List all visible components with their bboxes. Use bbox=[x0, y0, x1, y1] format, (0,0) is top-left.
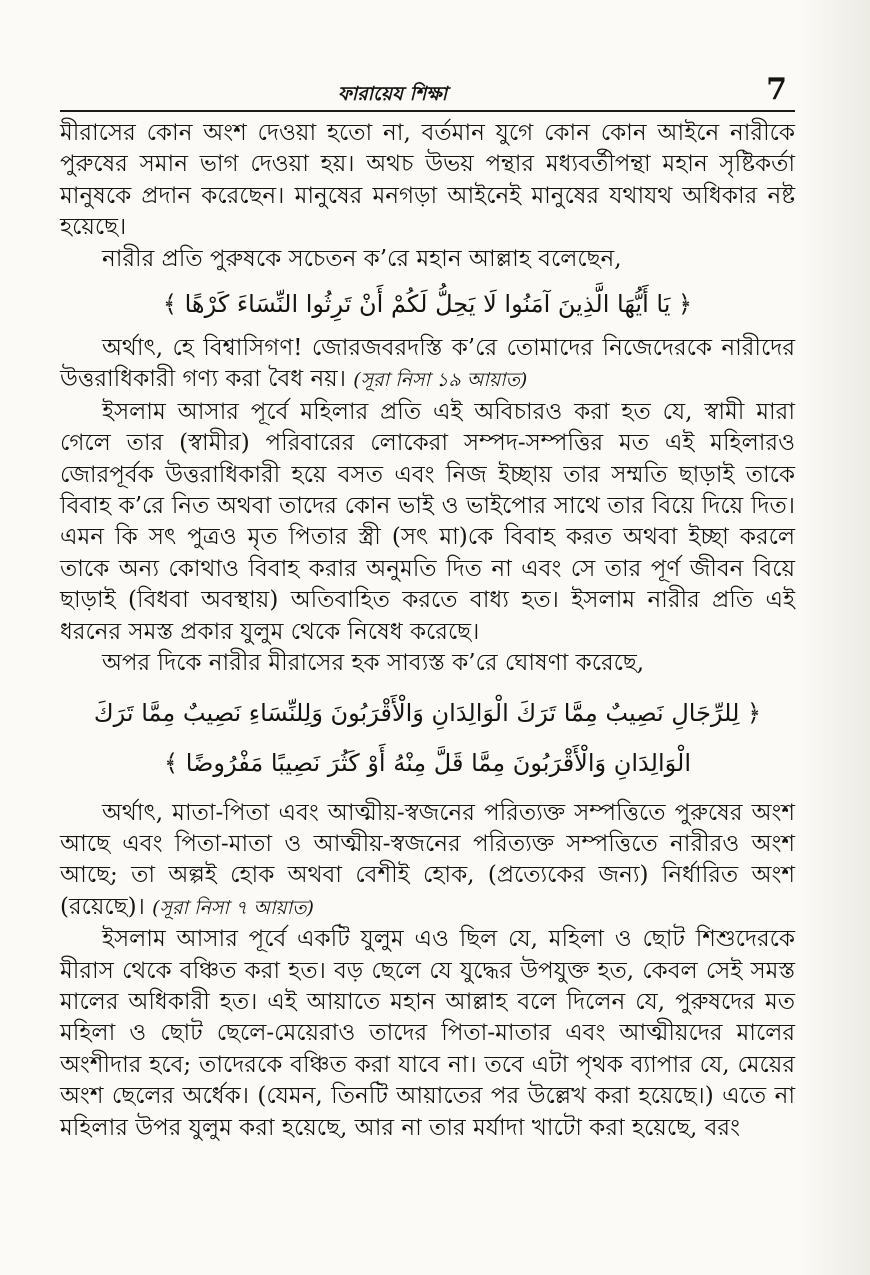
paragraph-5: অপর দিকে নারীর মীরাসের হক সাব্যস্ত ক’রে ঘোষণা করেছে, bbox=[102, 650, 645, 677]
quran-verse-2 bbox=[60, 688, 795, 788]
paragraph-2: নারীর প্রতি পুরুষকে সচেতন ক’রে মহান আল্লাহ বলেছেন, bbox=[102, 245, 622, 272]
quran-verse-1: ﴿ يَا أَيُّهَا الَّذِينَ آمَنُوا لَا يَحِلُّ لَكُمْ أَنْ تَرِثُوا النِّسَاءَ كَرْهًا ﴾ bbox=[162, 290, 693, 319]
paragraph-7: ইসলাম আসার পূর্বে একটি যুলুম এও ছিল যে, মহিলা ও ছোট শিশুদেরকে মীরাস থেকে বঞ্চিত করা হত। বড় ছেলে যে যুদ্ধের উপযুক্ত হত, কেবল সেই সমস্ত মালের অধিকারী হত। এই আয়াতে মহান আল্লাহ বলে দিলেন যে, পুরুষদের মত মহিলা ও ছোট ছেলে-মেয়েরাও তাদের পিতা-মাতার এবং আত্মীয়দের মালের অংশীদার হবে; তাদেরকে বঞ্চিত করা যাবে না। তবে এটা পৃথক ব্যাপার যে, মেয়ের অংশ ছেলের অর্ধেক। (যেমন, তিনটি আয়াতের পর উল্লেখ করা হয়েছে।) এতে না মহিলার উপর যুলুম করা হয়েছে, আর না তার মর্যাদা খাটো করা হয়েছে, বরং bbox=[60, 926, 795, 1141]
page-body bbox=[60, 118, 795, 1144]
paragraph-6 bbox=[60, 798, 795, 925]
paragraph-4: ইসলাম আসার পূর্বে মহিলার প্রতি এই অবিচারও করা হত যে, স্বামী মারা গেলে তার (স্বামীর) পরিবারের লোকেরা সম্পদ-সম্পত্তির মত এই মহিলারও জোরপূর্বক উত্তরাধিকারী হয়ে বসত এবং নিজ ইচ্ছায় তার সম্মতি ছাড়াই তাকে বিবাহ ক’রে নিত অথবা তাদের কোন ভাই ও ভাইপোর সাথে তার বিয়ে দিয়ে দিত। এমন কি সৎ পুত্রও মৃত পিতার স্ত্রী (সৎ মা)কে বিবাহ করত অথবা ইচ্ছা করলে তাকে অন্য কোথাও বিবাহ করার অনুমতি দিত না এবং সে তার পূর্ণ জীবন বিয়ে ছাড়াই (বিধবা অবস্থায়) অতিবাহিত করতে বাধ্য হত। ইসলাম নারীর প্রতি এই ধরনের সমস্ত প্রকার যুলুম থেকে নিষেধ করেছে। bbox=[60, 398, 795, 645]
page-header bbox=[60, 74, 795, 112]
paragraph-3-text: অর্থাৎ, হে বিশ্বাসিগণ! জোরজবরদস্তি ক’রে তোমাদের নিজেদেরকে নারীদের উত্তরাধিকারী গণ্য করা বৈধ নয়। bbox=[60, 335, 795, 393]
quran-verse-2-line-1: ﴿ لِلرِّجَالِ نَصِيبٌ مِمَّا تَرَكَ الْوَالِدَانِ وَالْأَقْرَبُونَ وَلِلنِّسَاءِ نَصِيبٌ مِمَّا تَرَكَ bbox=[93, 698, 762, 727]
quran-verse-2-line-2: الْوَالِدَانِ وَالْأَقْرَبُونَ مِمَّا قَلَّ مِنْهُ أَوْ كَثُرَ نَصِيبًا مَفْرُوضًا ﴾ bbox=[164, 748, 691, 777]
citation-nisa-19: (সূরা নিসা ১৯ আয়াত) bbox=[353, 369, 528, 392]
paragraph-1: মীরাসের কোন অংশ দেওয়া হতো না, বর্তমান যুগে কোন কোন আইনে নারীকে পুরুষের সমান ভাগ দেওয়া হয়। অথচ উভয় পন্থার মধ্যবর্তীপন্থা মহান সৃষ্টিকর্তা মানুষকে প্রদান করেছেন। মানুষের মনগড়া আইনেই মানুষের যথাযথ অধিকার নষ্ট হয়েছে। bbox=[60, 120, 796, 241]
paragraph-3 bbox=[60, 333, 795, 397]
paragraph-6-text: অর্থাৎ, মাতা-পিতা এবং আত্মীয়-স্বজনের পরিত্যক্ত সম্পত্তিতে পুরুষের অংশ আছে এবং পিতা-মাতা ও আত্মীয়-স্বজনের পরিত্যক্ত সম্পত্তিতে নারীরও অংশ আছে; তা অল্পই হোক অথবা বেশীই হোক, (প্রত্যেকের জন্য) নির্ধারিত অংশ (রয়েছে)। bbox=[60, 799, 795, 920]
page-edge-shadow bbox=[800, 0, 870, 1275]
running-title: ফারায়েয শিক্ষা bbox=[337, 83, 448, 105]
citation-nisa-7: (সূরা নিসা ৭ আয়াত) bbox=[152, 896, 314, 919]
page-number: 7 bbox=[766, 72, 787, 107]
